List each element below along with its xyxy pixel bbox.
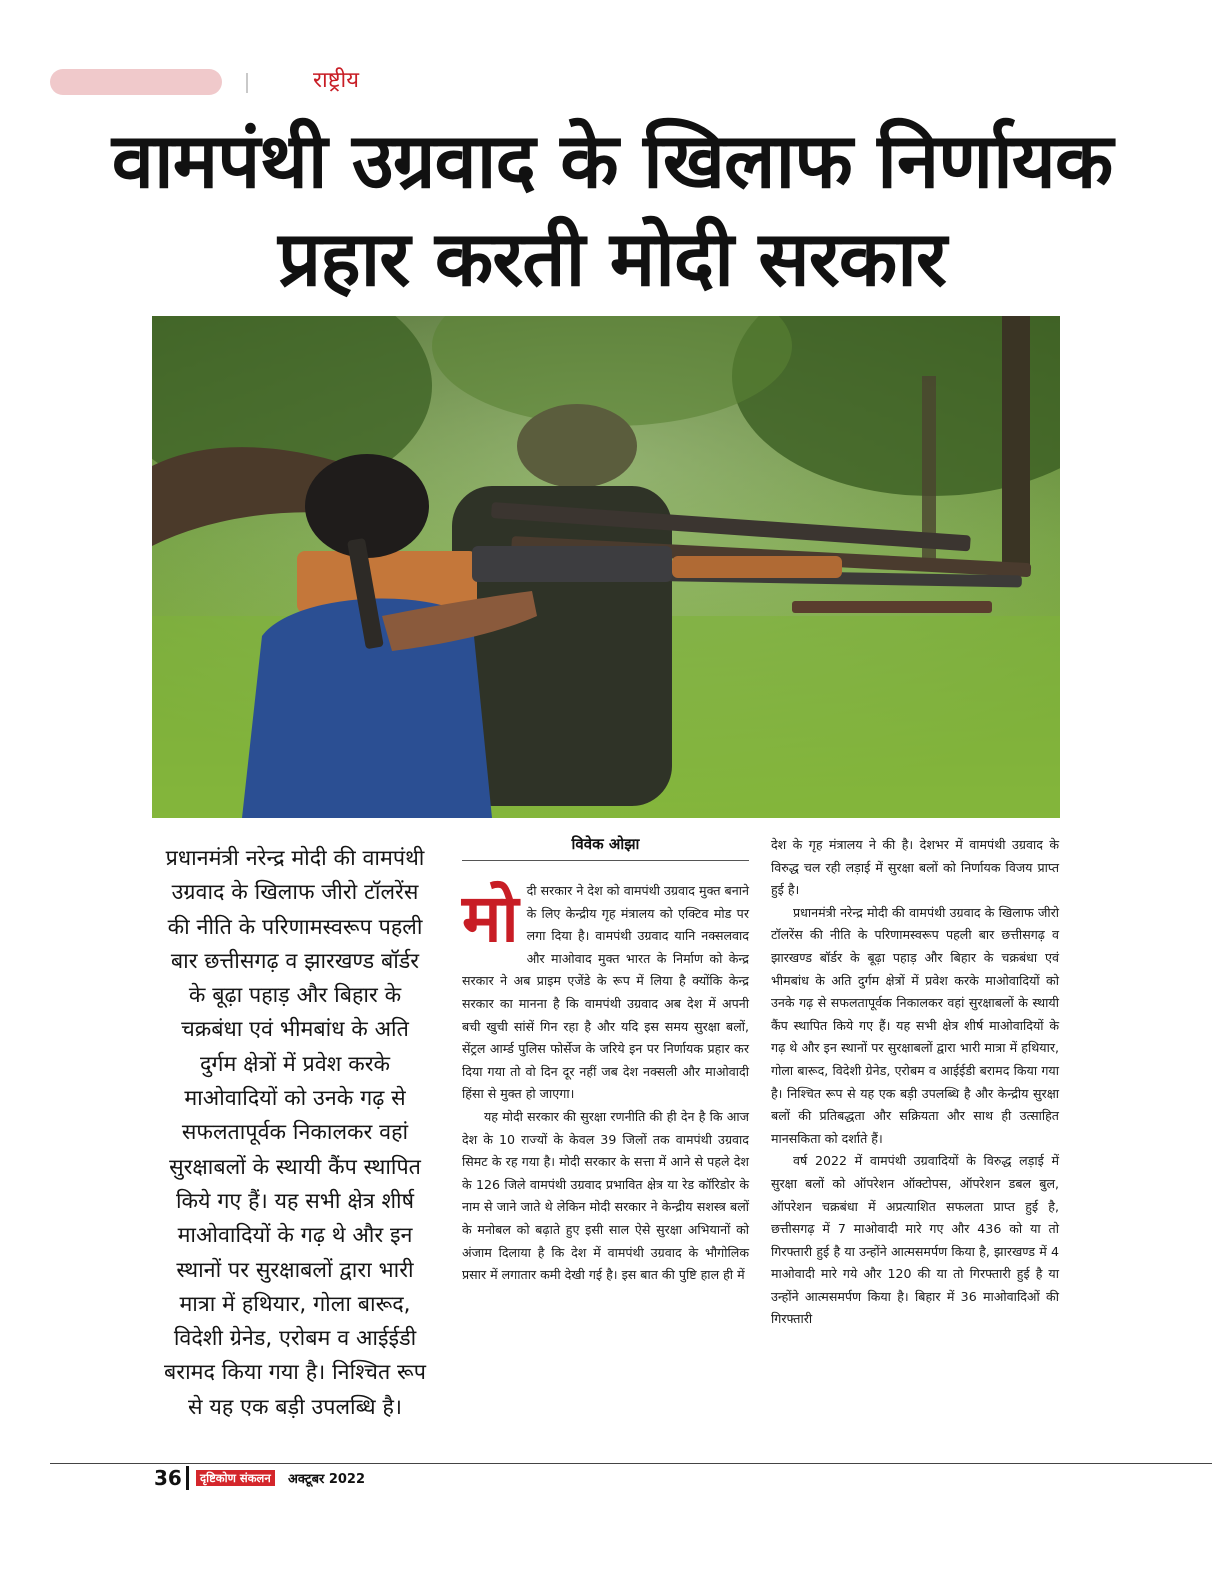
rifle-squad-illustration <box>152 316 1060 818</box>
article-paragraph: प्रधानमंत्री नरेन्द्र मोदी की वामपंथी उग्रवाद के खिलाफ जीरो टॉलरेंस की नीति के परिणामस्वरूप पहली बार छत्तीसगढ़ व झारखण्ड बॉर्डर के बूढ़ा पहाड़ और बिहार के चक्रबंधा एवं भीमबांध के अति दुर्गम क्षेत्रों में प्रवेश करके माओवादियों को उनके गढ़ से सफलतापूर्वक निकालकर वहां सुरक्षाबलों के स्थायी कैंप स्थापित किये गए हैं। यह सभी क्षेत्र शीर्ष माओवादियों के गढ़ थे और इन स्थानों पर सुरक्षाबलों द्वारा भारी मात्रा में हथियार, गोला बारूद, विदेशी ग्रेनेड, एरोबम व आईईडी बरामद किया गया है। निश्चित रूप से यह एक बड़ी उपलब्धि है और केन्द्रीय सुरक्षा बलों की प्रतिबद्धता और सक्रियता और साथ ही उत्साहित मानसकिता को दर्शाते हैं। <box>771 904 1059 1146</box>
footer-divider <box>186 1466 189 1490</box>
magazine-logo: दृष्टिकोण संकलन <box>196 1470 275 1486</box>
article-photo <box>152 316 1060 818</box>
section-separator <box>246 73 248 93</box>
headline: वामपंथी उग्रवाद के खिलाफ निर्णायक प्रहार करती मोदी सरकार <box>111 116 1113 303</box>
dropcap: मो <box>462 880 519 957</box>
byline: विवेक ओझा <box>462 834 749 861</box>
issue-date: अक्टूबर 2022 <box>288 1472 366 1487</box>
footer-rule <box>50 1463 1212 1464</box>
article-paragraph: वर्ष 2022 में वामपंथी उग्रवादियों के विरुद्ध लड़ाई में सुरक्षा बलों को ऑपरेशन ऑक्टोपस, ऑपरेशन डबल बुल, ऑपरेशन चक्रबंधा में अप्रत्याशित सफलता प्राप्त हुई है, छत्तीसगढ़ में 7 माओवादी मारे गए और 436 को या तो गिरफ्तारी हुई है या उन्होंने आत्मसमर्पण किया है, झारखण्ड में 4 माओवादी मारे गये और 120 की या तो गिरफ्तारी हुई है या उन्होंने आत्मसमर्पण किया है। बिहार में 36 माओवादिओं की गिरफ्तारी <box>771 1153 1059 1327</box>
article-column-right <box>771 834 1059 1331</box>
article-column-middle <box>462 880 749 1287</box>
article-paragraph: दी सरकार ने देश को वामपंथी उग्रवाद मुक्त बनाने के लिए केन्द्रीय गृह मंत्रालय को एक्टिव मोड पर लगा दिया है। वामपंथी उग्रवाद यानि नक्सलवाद और माओवाद मुक्त भारत के निर्माण को केन्द्र सरकार ने अब प्राइम एजेंडे के रूप में लिया है क्योंकि केन्द्र सरकार का मानना है कि वामपंथी उग्रवाद अब देश में अपनी बची खुची सांसें गिन रहा है और यदि इस समय सुरक्षा बलों, सेंट्रल आर्म्ड पुलिस फोर्सेज के जरिये इन पर निर्णायक प्रहार कर दिया गया तो वो दिन दूर नहीं जब देश नक्सली और माओवादी हिंसा से मुक्त हो जाएगा। <box>462 883 749 1102</box>
page-number: 36 <box>154 1466 182 1490</box>
section-pill <box>50 69 222 95</box>
article-paragraph: देश के गृह मंत्रालय ने की है। देशभर में वामपंथी उग्रवाद के विरुद्ध चल रही लड़ाई में सुरक्षा बलों को निर्णायक विजय प्राप्त हुई है। <box>771 837 1059 898</box>
article-paragraph: यह मोदी सरकार की सुरक्षा रणनीति की ही देन है कि आज देश के 10 राज्यों के केवल 39 जिलों तक वामपंथी उग्रवाद सिमट के रह गया है। मोदी सरकार के सत्ता में आने से पहले देश के 126 जिले वामपंथी उग्रवाद प्रभावित क्षेत्र या रेड कॉरिडोर के नाम से जाने जाते थे लेकिन मोदी सरकार ने केन्द्रीय सशस्त्र बलों के मनोबल को बढ़ाते हुए इसी साल ऐसे सुरक्षा अभियानों को अंजाम दिलाया है कि देश में वामपंथी उग्रवाद के भौगोलिक प्रसार में लगातार कमी देखी गई है। इस बात की पुष्टि हाल ही में <box>462 1108 749 1283</box>
pull-quote: प्रधानमंत्री नरेन्द्र मोदी की वामपंथी उग्रवाद के खिलाफ जीरो टॉलरेंस की नीति के परिणामस्वरूप पहली बार छत्तीसगढ़ व झारखण्ड बॉर्डर के बूढ़ा पहाड़ और बिहार के चक्रबंधा एवं भीमबांध के अति दुर्गम क्षेत्रों में प्रवेश करके माओवादियों को उनके गढ़ से सफलतापूर्वक निकालकर वहां सुरक्षाबलों के स्थायी कैंप स्थापित किये गए हैं। यह सभी क्षेत्र शीर्ष माओवादियों के गढ़ थे और इन स्थानों पर सुरक्षाबलों द्वारा भारी मात्रा में हथियार, गोला बारूद, विदेशी ग्रेनेड, एरोबम व आईईडी बरामद किया गया है। निश्चित रूप से यह एक बड़ी उपलब्धि है। <box>164 846 426 1420</box>
section-label: राष्ट्रीय <box>313 68 360 93</box>
